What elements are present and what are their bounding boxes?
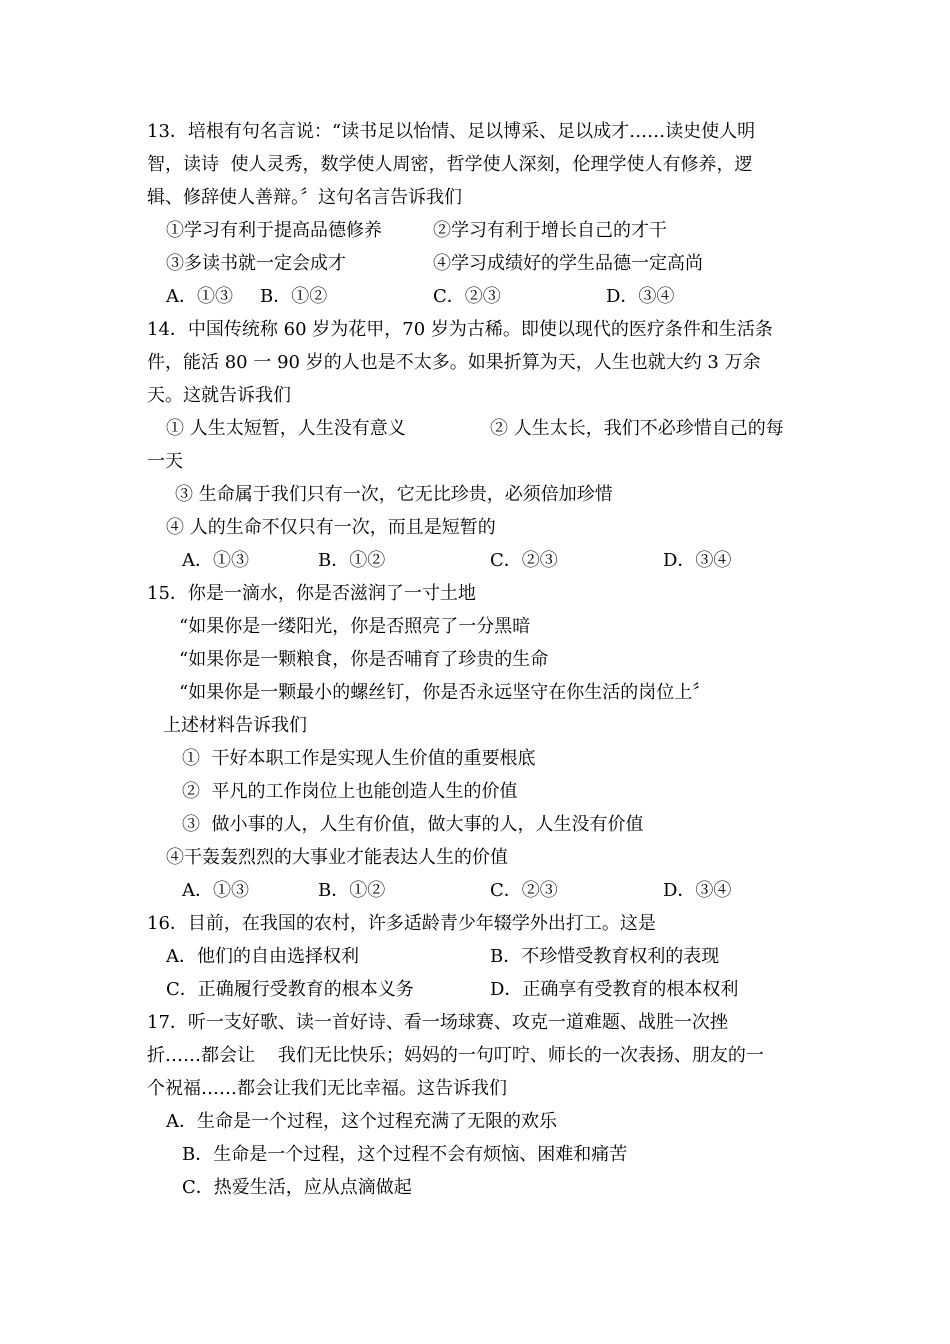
- q13-statement-4: ④学习成绩好的学生品德一定高尚: [433, 253, 703, 274]
- q13-option-a: A．①③: [166, 286, 233, 307]
- q13-statement-2: ②学习有利于增长自己的才干: [433, 220, 667, 241]
- q14-stem-line-2: 件，能活 80 一 90 岁的人也是不太多。如果折算为天，人生也就大约 3 万余: [147, 352, 761, 373]
- q16-option-b: B．不珍惜受教育权利的表现: [490, 946, 720, 967]
- q15-stem-line-4: “如果你是一颗最小的螺丝钉，你是否永远坚守在你生活的岗位上〞: [179, 682, 711, 703]
- q15-statement-2: ② 平凡的工作岗位上也能创造人生的价值: [182, 781, 518, 802]
- q14-statement-3: ③ 生命属于我们只有一次，它无比珍贵，必须倍加珍惜: [175, 484, 613, 505]
- q15-option-c: C．②③: [490, 880, 558, 901]
- q17-stem-line-1: 17．听一支好歌、读一首好诗、看一场球赛、攻克一道难题、战胜一次挫: [147, 1012, 728, 1033]
- q14-statement-2-cont: 一天: [147, 451, 183, 472]
- q14-option-b: B．①②: [318, 550, 386, 571]
- q13-stem-line-1: 13．培根有句名言说：“读书足以怡情、足以博采、足以成才……读史使人明: [147, 121, 756, 142]
- q16-option-c: C．正确履行受教育的根本义务: [166, 979, 414, 1000]
- q17-option-b: B．生命是一个过程，这个过程不会有烦恼、困难和痛苦: [182, 1144, 628, 1165]
- q14-statement-4: ④ 人的生命不仅只有一次，而且是短暂的: [166, 517, 496, 538]
- q15-statement-1: ① 干好本职工作是实现人生价值的重要根底: [182, 748, 536, 769]
- q14-option-c: C．②③: [490, 550, 558, 571]
- q15-stem-line-1: 15．你是一滴水，你是否滋润了一寸土地: [147, 583, 476, 604]
- q15-stem-line-3: “如果你是一颗粮食，你是否哺育了珍贵的生命: [179, 649, 549, 670]
- q14-statement-2: ② 人生太长，我们不必珍惜自己的每: [490, 418, 784, 439]
- q15-stem-line-2: “如果你是一缕阳光，你是否照亮了一分黑暗: [179, 616, 531, 637]
- q14-option-d: D．③④: [663, 550, 732, 571]
- q13-stem-line-2: 智，读诗 使人灵秀，数学使人周密，哲学使人深刻，伦理学使人有修养，逻: [147, 154, 753, 175]
- q13-statement-1: ①学习有利于提高品德修养: [166, 220, 382, 241]
- q16-stem-line-1: 16．目前，在我国的农村，许多适龄青少年辍学外出打工。这是: [147, 913, 656, 934]
- q16-option-d: D．正确享有受教育的根本权利: [490, 979, 739, 1000]
- q15-option-d: D．③④: [663, 880, 732, 901]
- q13-stem-line-3: 辑、修辞使人善辩。〞这句名言告诉我们: [147, 187, 462, 208]
- q15-statement-4: ④干轰轰烈烈的大事业才能表达人生的价值: [166, 847, 508, 868]
- q13-option-b: B．①②: [260, 286, 328, 307]
- q16-option-a: A．他们的自由选择权利: [166, 946, 359, 967]
- q13-option-c: C．②③: [433, 286, 501, 307]
- q15-option-a: A．①③: [182, 880, 249, 901]
- q15-option-b: B．①②: [318, 880, 386, 901]
- q13-option-d: D．③④: [606, 286, 675, 307]
- q17-stem-line-3: 个祝福……都会让我们无比幸福。这告诉我们: [147, 1078, 507, 1099]
- q14-statement-1: ① 人生太短暂，人生没有意义: [166, 418, 406, 439]
- q15-stem-line-5: 上述材料告诉我们: [163, 715, 307, 736]
- q13-statement-3: ③多读书就一定会成才: [166, 253, 346, 274]
- q14-stem-line-3: 天。这就告诉我们: [147, 385, 291, 406]
- q17-stem-line-2: 折……都会让 我们无比快乐；妈妈的一句叮咛、师长的一次表扬、朋友的一: [147, 1045, 764, 1066]
- q17-option-c: C．热爱生活，应从点滴做起: [182, 1177, 412, 1198]
- q15-statement-3: ③ 做小事的人，人生有价值，做大事的人，人生没有价值: [182, 814, 644, 835]
- q14-stem-line-1: 14．中国传统称 60 岁为花甲，70 岁为古稀。即使以现代的医疗条件和生活条: [147, 319, 773, 340]
- q14-option-a: A．①③: [182, 550, 249, 571]
- q17-option-a: A．生命是一个过程，这个过程充满了无限的欢乐: [166, 1111, 557, 1132]
